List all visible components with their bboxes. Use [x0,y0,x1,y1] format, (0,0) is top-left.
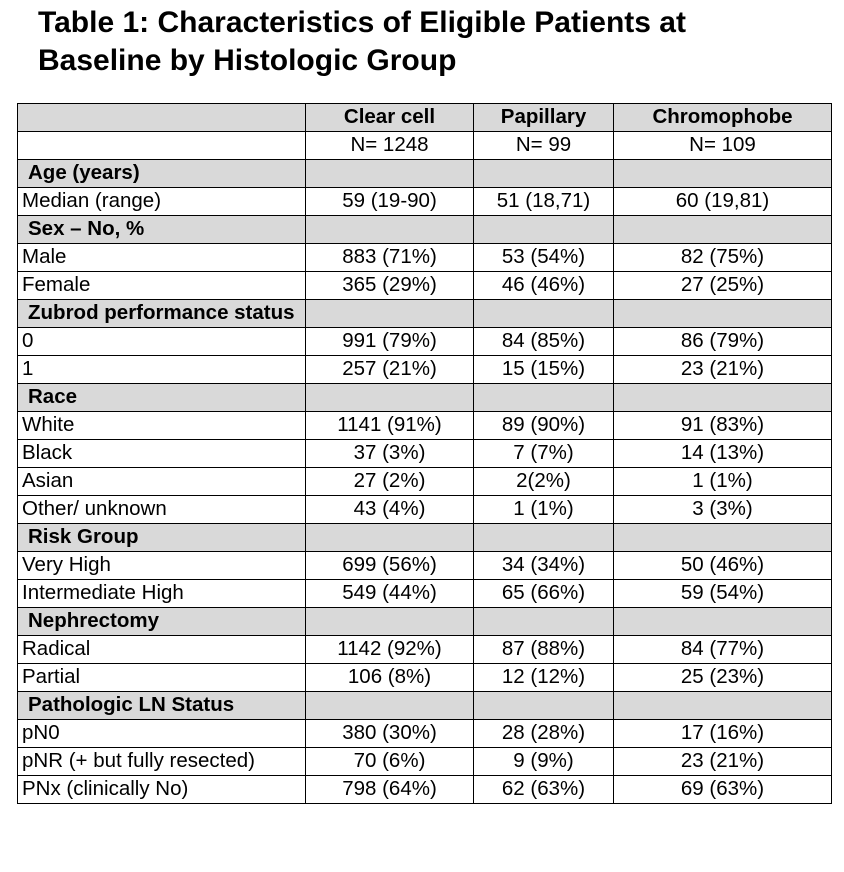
value-cell: 9 (9%) [474,748,614,776]
table-row [18,468,832,496]
value-cell: 3 (3%) [614,496,832,524]
value-cell: 257 (21%) [306,356,474,384]
row-label: Median (range) [18,188,306,216]
section-label: Zubrod performance status [18,300,306,328]
value-cell: 1142 (92%) [306,636,474,664]
value-cell: 2(2%) [474,468,614,496]
section-empty-cell [306,300,474,328]
row-label: PNx (clinically No) [18,776,306,804]
section-row [18,160,832,188]
title-line-2: Baseline by Histologic Group [38,44,457,77]
table-row [18,580,832,608]
section-row [18,608,832,636]
value-cell: 60 (19,81) [614,188,832,216]
section-label: Age (years) [18,160,306,188]
value-cell: 37 (3%) [306,440,474,468]
section-label: Race [18,384,306,412]
row-label: Partial [18,664,306,692]
value-cell: 70 (6%) [306,748,474,776]
table-row [18,776,832,804]
table-row [18,748,832,776]
section-empty-cell [474,608,614,636]
section-row [18,524,832,552]
value-cell: 1 (1%) [614,468,832,496]
value-cell: 14 (13%) [614,440,832,468]
table-row [18,636,832,664]
header-clear-cell: Clear cell [306,104,474,132]
value-cell: 50 (46%) [614,552,832,580]
section-empty-cell [306,160,474,188]
row-label: Asian [18,468,306,496]
row-label: Female [18,272,306,300]
table-body [18,104,832,804]
count-clear-cell: N= 1248 [306,132,474,160]
value-cell: 7 (7%) [474,440,614,468]
header-papillary: Papillary [474,104,614,132]
section-label: Sex – No, % [18,216,306,244]
table-row [18,496,832,524]
count-corner [18,132,306,160]
section-empty-cell [614,216,832,244]
value-cell: 1 (1%) [474,496,614,524]
table-row [18,272,832,300]
section-row [18,384,832,412]
section-empty-cell [474,300,614,328]
row-label: pN0 [18,720,306,748]
section-empty-cell [306,692,474,720]
section-empty-cell [306,216,474,244]
value-cell: 12 (12%) [474,664,614,692]
value-cell: 91 (83%) [614,412,832,440]
row-label: 1 [18,356,306,384]
value-cell: 798 (64%) [306,776,474,804]
row-label: Male [18,244,306,272]
section-empty-cell [306,608,474,636]
row-label: Other/ unknown [18,496,306,524]
value-cell: 106 (8%) [306,664,474,692]
value-cell: 43 (4%) [306,496,474,524]
value-cell: 27 (2%) [306,468,474,496]
header-row [18,104,832,132]
count-row [18,132,832,160]
value-cell: 89 (90%) [474,412,614,440]
value-cell: 23 (21%) [614,748,832,776]
section-empty-cell [474,160,614,188]
characteristics-table [17,103,832,804]
value-cell: 46 (46%) [474,272,614,300]
row-label: pNR (+ but fully resected) [18,748,306,776]
section-label: Nephrectomy [18,608,306,636]
value-cell: 27 (25%) [614,272,832,300]
value-cell: 53 (54%) [474,244,614,272]
section-row [18,692,832,720]
header-chromophobe: Chromophobe [614,104,832,132]
table-row [18,552,832,580]
table-row [18,356,832,384]
title-line-1: Table 1: Characteristics of Eligible Patients at [38,6,686,39]
value-cell: 365 (29%) [306,272,474,300]
section-empty-cell [614,608,832,636]
section-empty-cell [474,524,614,552]
count-papillary: N= 99 [474,132,614,160]
table-title [38,4,828,80]
row-label: White [18,412,306,440]
row-label: Intermediate High [18,580,306,608]
section-empty-cell [474,216,614,244]
section-empty-cell [614,300,832,328]
section-label: Pathologic LN Status [18,692,306,720]
value-cell: 699 (56%) [306,552,474,580]
table-row [18,664,832,692]
value-cell: 883 (71%) [306,244,474,272]
row-label: 0 [18,328,306,356]
section-row [18,300,832,328]
value-cell: 25 (23%) [614,664,832,692]
row-label: Very High [18,552,306,580]
value-cell: 15 (15%) [474,356,614,384]
value-cell: 65 (66%) [474,580,614,608]
table-row [18,244,832,272]
section-label: Risk Group [18,524,306,552]
value-cell: 380 (30%) [306,720,474,748]
section-empty-cell [614,692,832,720]
value-cell: 991 (79%) [306,328,474,356]
value-cell: 84 (85%) [474,328,614,356]
section-empty-cell [614,524,832,552]
value-cell: 28 (28%) [474,720,614,748]
section-row [18,216,832,244]
row-label: Radical [18,636,306,664]
count-chromophobe: N= 109 [614,132,832,160]
value-cell: 62 (63%) [474,776,614,804]
section-empty-cell [614,160,832,188]
value-cell: 23 (21%) [614,356,832,384]
value-cell: 51 (18,71) [474,188,614,216]
table-row [18,720,832,748]
value-cell: 87 (88%) [474,636,614,664]
section-empty-cell [306,524,474,552]
value-cell: 82 (75%) [614,244,832,272]
table-row [18,440,832,468]
row-label: Black [18,440,306,468]
value-cell: 86 (79%) [614,328,832,356]
section-empty-cell [614,384,832,412]
value-cell: 17 (16%) [614,720,832,748]
header-corner [18,104,306,132]
table-row [18,412,832,440]
section-empty-cell [474,384,614,412]
value-cell: 1141 (91%) [306,412,474,440]
table-row [18,188,832,216]
value-cell: 34 (34%) [474,552,614,580]
section-empty-cell [474,692,614,720]
value-cell: 69 (63%) [614,776,832,804]
value-cell: 59 (54%) [614,580,832,608]
value-cell: 59 (19-90) [306,188,474,216]
value-cell: 84 (77%) [614,636,832,664]
value-cell: 549 (44%) [306,580,474,608]
table-row [18,328,832,356]
section-empty-cell [306,384,474,412]
